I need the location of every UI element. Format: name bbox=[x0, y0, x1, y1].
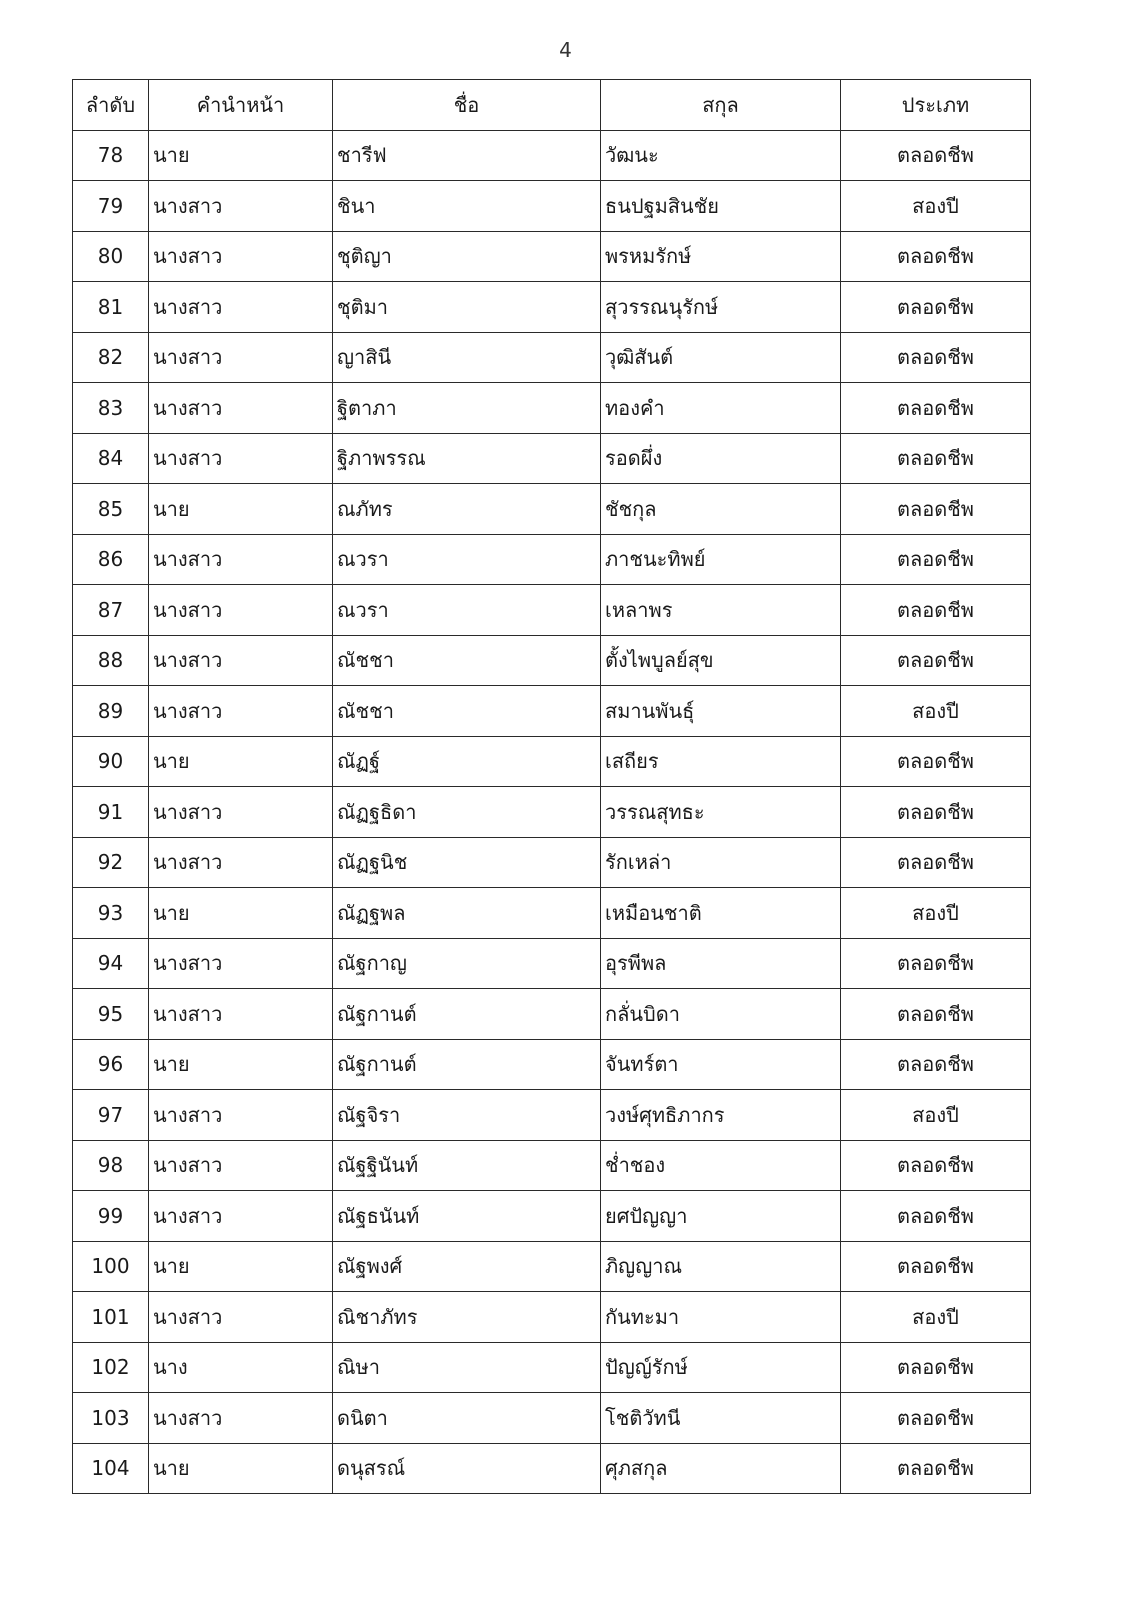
prefix-cell: นางสาว bbox=[149, 787, 333, 838]
first-name-cell: ชินา bbox=[333, 181, 601, 232]
table-row bbox=[73, 1039, 1031, 1090]
type-cell: ตลอดชีพ bbox=[841, 433, 1031, 484]
table-row bbox=[73, 1342, 1031, 1393]
order-cell: 101 bbox=[73, 1292, 149, 1343]
type-cell: ตลอดชีพ bbox=[841, 484, 1031, 535]
order-cell: 79 bbox=[73, 181, 149, 232]
prefix-cell: นางสาว bbox=[149, 1191, 333, 1242]
prefix-cell: นาย bbox=[149, 888, 333, 939]
prefix-cell: นางสาว bbox=[149, 1140, 333, 1191]
type-cell: ตลอดชีพ bbox=[841, 635, 1031, 686]
type-cell: สองปี bbox=[841, 181, 1031, 232]
order-cell: 82 bbox=[73, 332, 149, 383]
prefix-cell: นางสาว bbox=[149, 1393, 333, 1444]
last-name-cell: รักเหล่า bbox=[601, 837, 841, 888]
header-type: ประเภท bbox=[841, 80, 1031, 131]
last-name-cell: ธนปฐมสินชัย bbox=[601, 181, 841, 232]
first-name-cell: ณวรา bbox=[333, 534, 601, 585]
prefix-cell: นางสาว bbox=[149, 433, 333, 484]
last-name-cell: สมานพันธุ์ bbox=[601, 686, 841, 737]
first-name-cell: ณัฐกานต์ bbox=[333, 989, 601, 1040]
order-cell: 90 bbox=[73, 736, 149, 787]
table-row bbox=[73, 888, 1031, 939]
type-cell: ตลอดชีพ bbox=[841, 1241, 1031, 1292]
table-row bbox=[73, 1090, 1031, 1141]
first-name-cell: ณัฐธนันท์ bbox=[333, 1191, 601, 1242]
type-cell: ตลอดชีพ bbox=[841, 1393, 1031, 1444]
table-row bbox=[73, 938, 1031, 989]
first-name-cell: ดนิตา bbox=[333, 1393, 601, 1444]
table-body bbox=[73, 130, 1031, 1494]
header-first-name: ชื่อ bbox=[333, 80, 601, 131]
first-name-cell: ณิชาภัทร bbox=[333, 1292, 601, 1343]
last-name-cell: ภาชนะทิพย์ bbox=[601, 534, 841, 585]
order-cell: 93 bbox=[73, 888, 149, 939]
first-name-cell: ณัฏฐนิช bbox=[333, 837, 601, 888]
type-cell: ตลอดชีพ bbox=[841, 837, 1031, 888]
last-name-cell: อุรพีพล bbox=[601, 938, 841, 989]
type-cell: สองปี bbox=[841, 1292, 1031, 1343]
prefix-cell: นางสาว bbox=[149, 181, 333, 232]
first-name-cell: ณวรา bbox=[333, 585, 601, 636]
last-name-cell: ยศปัญญา bbox=[601, 1191, 841, 1242]
order-cell: 100 bbox=[73, 1241, 149, 1292]
prefix-cell: นางสาว bbox=[149, 635, 333, 686]
order-cell: 99 bbox=[73, 1191, 149, 1242]
table-row bbox=[73, 1241, 1031, 1292]
first-name-cell: ณัฐกานต์ bbox=[333, 1039, 601, 1090]
header-last-name: สกุล bbox=[601, 80, 841, 131]
first-name-cell: ณัฐพงศ์ bbox=[333, 1241, 601, 1292]
prefix-cell: นางสาว bbox=[149, 231, 333, 282]
prefix-cell: นาย bbox=[149, 1039, 333, 1090]
prefix-cell: นางสาว bbox=[149, 282, 333, 333]
last-name-cell: เสถียร bbox=[601, 736, 841, 787]
prefix-cell: นาง bbox=[149, 1342, 333, 1393]
last-name-cell: เหมือนชาติ bbox=[601, 888, 841, 939]
first-name-cell: ณภัทร bbox=[333, 484, 601, 535]
first-name-cell: ฐิตาภา bbox=[333, 383, 601, 434]
order-cell: 94 bbox=[73, 938, 149, 989]
type-cell: ตลอดชีพ bbox=[841, 585, 1031, 636]
order-cell: 89 bbox=[73, 686, 149, 737]
last-name-cell: ภิญญาณ bbox=[601, 1241, 841, 1292]
last-name-cell: โชติวัทนี bbox=[601, 1393, 841, 1444]
type-cell: ตลอดชีพ bbox=[841, 1342, 1031, 1393]
prefix-cell: นางสาว bbox=[149, 989, 333, 1040]
prefix-cell: นางสาว bbox=[149, 534, 333, 585]
prefix-cell: นางสาว bbox=[149, 837, 333, 888]
order-cell: 84 bbox=[73, 433, 149, 484]
order-cell: 98 bbox=[73, 1140, 149, 1191]
first-name-cell: ณัฐกาญ bbox=[333, 938, 601, 989]
table-row bbox=[73, 1443, 1031, 1494]
last-name-cell: วงษ์ศุทธิภากร bbox=[601, 1090, 841, 1141]
order-cell: 103 bbox=[73, 1393, 149, 1444]
first-name-cell: ณัฐฐินันท์ bbox=[333, 1140, 601, 1191]
page-number: 4 bbox=[559, 38, 572, 62]
last-name-cell: วรรณสุทธะ bbox=[601, 787, 841, 838]
last-name-cell: กันทะมา bbox=[601, 1292, 841, 1343]
table-row bbox=[73, 837, 1031, 888]
order-cell: 97 bbox=[73, 1090, 149, 1141]
table-row bbox=[73, 635, 1031, 686]
type-cell: สองปี bbox=[841, 888, 1031, 939]
prefix-cell: นางสาว bbox=[149, 332, 333, 383]
member-table bbox=[72, 79, 1031, 1494]
type-cell: ตลอดชีพ bbox=[841, 332, 1031, 383]
table-row bbox=[73, 989, 1031, 1040]
prefix-cell: นางสาว bbox=[149, 1292, 333, 1343]
last-name-cell: เหลาพร bbox=[601, 585, 841, 636]
table-row bbox=[73, 433, 1031, 484]
order-cell: 104 bbox=[73, 1443, 149, 1494]
order-cell: 85 bbox=[73, 484, 149, 535]
type-cell: ตลอดชีพ bbox=[841, 534, 1031, 585]
type-cell: ตลอดชีพ bbox=[841, 1140, 1031, 1191]
table-row bbox=[73, 787, 1031, 838]
table-row bbox=[73, 1292, 1031, 1343]
first-name-cell: ณัชชา bbox=[333, 686, 601, 737]
type-cell: ตลอดชีพ bbox=[841, 1443, 1031, 1494]
last-name-cell: ตั้งไพบูลย์สุข bbox=[601, 635, 841, 686]
order-cell: 87 bbox=[73, 585, 149, 636]
table-row bbox=[73, 383, 1031, 434]
last-name-cell: พรหมรักษ์ bbox=[601, 231, 841, 282]
table-row bbox=[73, 181, 1031, 232]
type-cell: ตลอดชีพ bbox=[841, 231, 1031, 282]
order-cell: 86 bbox=[73, 534, 149, 585]
first-name-cell: ญาสินี bbox=[333, 332, 601, 383]
prefix-cell: นาย bbox=[149, 130, 333, 181]
first-name-cell: ชุติมา bbox=[333, 282, 601, 333]
table-row bbox=[73, 686, 1031, 737]
table-row bbox=[73, 130, 1031, 181]
last-name-cell: ปัญญ์รักษ์ bbox=[601, 1342, 841, 1393]
header-prefix: คำนำหน้า bbox=[149, 80, 333, 131]
order-cell: 92 bbox=[73, 837, 149, 888]
prefix-cell: นาย bbox=[149, 484, 333, 535]
header-row bbox=[73, 80, 1031, 131]
order-cell: 88 bbox=[73, 635, 149, 686]
order-cell: 83 bbox=[73, 383, 149, 434]
table-row bbox=[73, 1393, 1031, 1444]
prefix-cell: นาย bbox=[149, 1443, 333, 1494]
type-cell: ตลอดชีพ bbox=[841, 1191, 1031, 1242]
prefix-cell: นางสาว bbox=[149, 938, 333, 989]
last-name-cell: ชัชกุล bbox=[601, 484, 841, 535]
table-row bbox=[73, 1191, 1031, 1242]
order-cell: 78 bbox=[73, 130, 149, 181]
type-cell: ตลอดชีพ bbox=[841, 938, 1031, 989]
type-cell: ตลอดชีพ bbox=[841, 787, 1031, 838]
order-cell: 96 bbox=[73, 1039, 149, 1090]
last-name-cell: รอดผึ่ง bbox=[601, 433, 841, 484]
prefix-cell: นางสาว bbox=[149, 585, 333, 636]
order-cell: 91 bbox=[73, 787, 149, 838]
table-row bbox=[73, 282, 1031, 333]
type-cell: ตลอดชีพ bbox=[841, 383, 1031, 434]
first-name-cell: ณิษา bbox=[333, 1342, 601, 1393]
type-cell: ตลอดชีพ bbox=[841, 1039, 1031, 1090]
first-name-cell: ฐิภาพรรณ bbox=[333, 433, 601, 484]
table-header bbox=[73, 80, 1031, 131]
first-name-cell: ณัฏฐพล bbox=[333, 888, 601, 939]
table-row bbox=[73, 231, 1031, 282]
prefix-cell: นาย bbox=[149, 736, 333, 787]
type-cell: ตลอดชีพ bbox=[841, 989, 1031, 1040]
table-row bbox=[73, 1140, 1031, 1191]
type-cell: ตลอดชีพ bbox=[841, 282, 1031, 333]
type-cell: ตลอดชีพ bbox=[841, 130, 1031, 181]
order-cell: 81 bbox=[73, 282, 149, 333]
table-row bbox=[73, 736, 1031, 787]
first-name-cell: ณัฐจิรา bbox=[333, 1090, 601, 1141]
table-row bbox=[73, 534, 1031, 585]
table-row bbox=[73, 332, 1031, 383]
first-name-cell: ดนุสรณ์ bbox=[333, 1443, 601, 1494]
first-name-cell: ชุติญา bbox=[333, 231, 601, 282]
prefix-cell: นาย bbox=[149, 1241, 333, 1292]
last-name-cell: กลั่นบิดา bbox=[601, 989, 841, 1040]
order-cell: 80 bbox=[73, 231, 149, 282]
last-name-cell: สุวรรณนุรักษ์ bbox=[601, 282, 841, 333]
table-row bbox=[73, 484, 1031, 535]
order-cell: 95 bbox=[73, 989, 149, 1040]
first-name-cell: ณัฏฐ์ bbox=[333, 736, 601, 787]
last-name-cell: วุฒิสันต์ bbox=[601, 332, 841, 383]
order-cell: 102 bbox=[73, 1342, 149, 1393]
table-row bbox=[73, 585, 1031, 636]
type-cell: สองปี bbox=[841, 1090, 1031, 1141]
last-name-cell: จันทร์ตา bbox=[601, 1039, 841, 1090]
first-name-cell: ณัชชา bbox=[333, 635, 601, 686]
first-name-cell: ชารีฟ bbox=[333, 130, 601, 181]
last-name-cell: วัฒนะ bbox=[601, 130, 841, 181]
last-name-cell: ทองคำ bbox=[601, 383, 841, 434]
prefix-cell: นางสาว bbox=[149, 383, 333, 434]
type-cell: ตลอดชีพ bbox=[841, 736, 1031, 787]
last-name-cell: ศุภสกุล bbox=[601, 1443, 841, 1494]
prefix-cell: นางสาว bbox=[149, 686, 333, 737]
first-name-cell: ณัฏฐธิดา bbox=[333, 787, 601, 838]
prefix-cell: นางสาว bbox=[149, 1090, 333, 1141]
type-cell: สองปี bbox=[841, 686, 1031, 737]
last-name-cell: ช่ำชอง bbox=[601, 1140, 841, 1191]
header-order: ลำดับ bbox=[73, 80, 149, 131]
